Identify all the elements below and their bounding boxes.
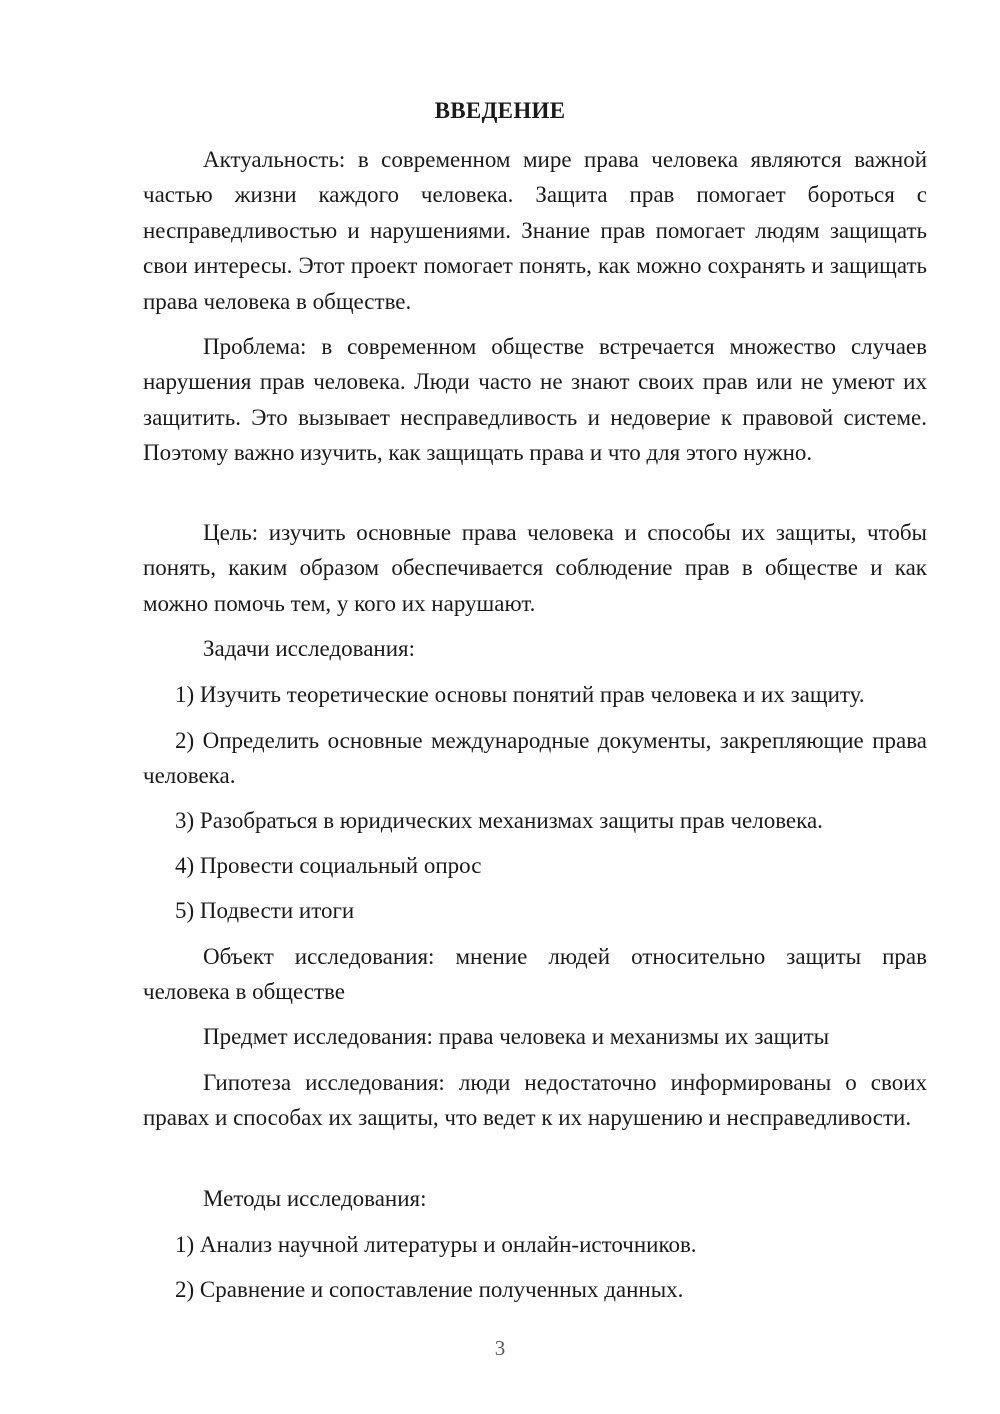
method-item-2: 2) Сравнение и сопоставление полученных данных. (175, 1277, 684, 1302)
page-number: 3 (494, 1336, 506, 1360)
task-item-1: 1) Изучить теоретические основы понятий прав человека и их защиту. (175, 682, 865, 707)
methods-heading: Методы исследования: (203, 1186, 427, 1211)
task-item-4: 4) Провести социальный опрос (175, 853, 482, 878)
subject-paragraph: Предмет исследования: права человека и механизмы их защиты (203, 1024, 830, 1049)
relevance-paragraph: Актуальность: в современном мире права человека являются важной частью жизни каждого человека. Защита прав помогает бороться с несправедливостью и нарушениями. Знание прав помогает людям защищать свои интересы. Этот проект помогает понять, как можно сохранять и защищать права человека в обществе. (143, 147, 927, 314)
hypothesis-paragraph: Гипотеза исследования: люди недостаточно информированы о своих правах и способах их защиты, что ведет к их нарушению и несправедливости. (143, 1070, 927, 1131)
method-item-1: 1) Анализ научной литературы и онлайн-источников. (175, 1232, 697, 1257)
object-paragraph: Объект исследования: мнение людей относительно защиты прав человека в обществе (143, 944, 927, 1005)
section-title: ВВЕДЕНИЕ (434, 98, 566, 123)
goal-paragraph: Цель: изучить основные права человека и способы их защиты, чтобы понять, каким образом обеспечивается соблюдение прав в обществе и как можно помочь тем, у кого их нарушают. (143, 520, 927, 616)
problem-paragraph: Проблема: в современном обществе встречается множество случаев нарушения прав человека. Люди часто не знают своих прав или не умеют их защитить. Это вызывает несправедливость и недоверие к правовой системе. Поэтому важно изучить, как защищать права и что для этого нужно. (143, 334, 927, 466)
tasks-heading: Задачи исследования: (203, 636, 416, 661)
task-item-5: 5) Подвести итоги (175, 898, 355, 923)
task-item-2: 2) Определить основные международные документы, закрепляющие права человека. (143, 728, 927, 789)
task-item-3: 3) Разобраться в юридических механизмах защиты прав человека. (175, 808, 823, 833)
